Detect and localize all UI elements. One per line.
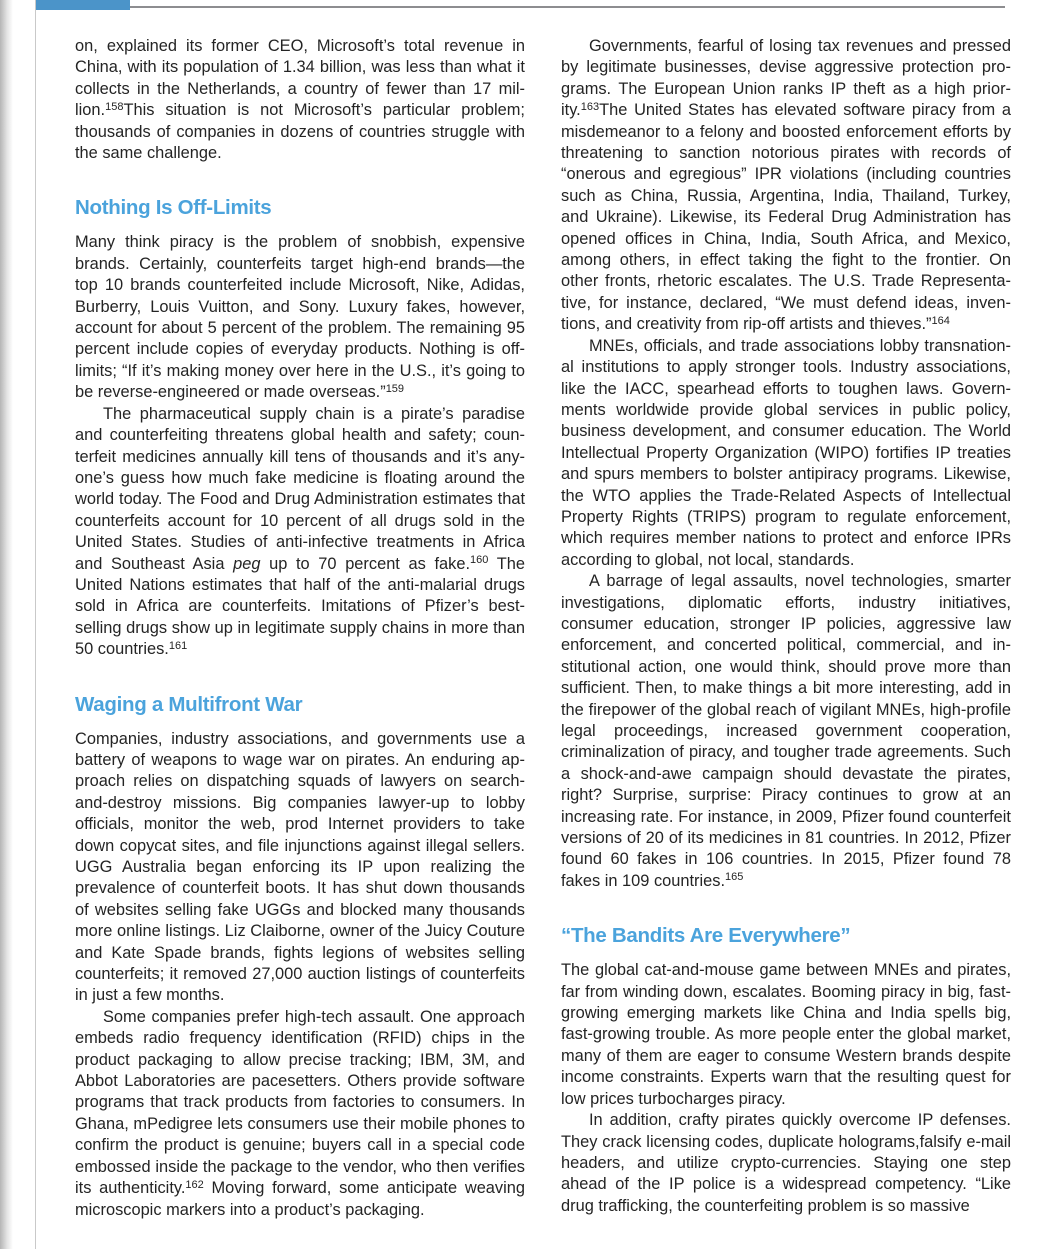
section-heading: Nothing Is Off-Limits: [75, 196, 272, 220]
text-run: up to 70 percent as fake.: [260, 554, 471, 573]
footnote-ref: 165: [725, 871, 744, 884]
text-run: The United States has elevated software piracy from a misdemeanor to a felony and boosted enforcement efforts by threatening to sanction notorious pirates with records of “onerous and egregious” IPR violations (including countries such as China, Russia, Argentina, India, Thailand, Turkey, and Ukraine). Likewise, its Federal Drug Administration has opened offices in China, India, South Africa, and Mexico, among others, in effect taking the fight to the frontier. On other fronts, rhetoric escalates. The U.S. Trade Representative, for instance, declared, “We must defend ideas, inventions, and creativity from rip-off artists and thieves.”: [561, 101, 1011, 334]
footnote-ref: 161: [168, 639, 188, 652]
page-top-tab: [36, 0, 130, 10]
text-run: A barrage of legal assaults, novel technologies, smarter investigations, diplomatic efforts, industry initiatives, consumer education, stronger IP policies, aggressive law enforcement, and concerted political, commercial, and institutional action, one would think, should prove more than sufficient. Then, to make things a bit more interesting, add in the firepower of the global reach of vigilant MNEs, high-profile legal proceedings, increased government cooperation, criminalization of piracy, and tougher trade agreements. Such a shock-and-awe campaign should devastate the pirates, right? Surprise, surprise: Piracy continues to grow at an increasing rate. For instance, in 2009, Pfizer found counterfeit versions of 20 of its medicines in 81 countries. In 2012, Pfizer found 60 fakes in 106 countries. In 2015, Pfizer found 78 fakes in 109 countries.: [561, 572, 1011, 890]
footnote-ref: 164: [931, 314, 950, 327]
paragraph: [75, 404, 525, 661]
paragraph: [561, 571, 1011, 892]
text-run: Many think piracy is the problem of snobbish, expensive brands. Certainly, counterfeits target high-end brands—the top 10 brands counterfeited include Microsoft, Nike, Adidas, Burberry, Louis Vuitton, and Sony. Luxury fakes, however, account for about 5 percent of the problem. The remaining 95 percent include copies of everyday products. Nothing is off-limits; “If it’s making money over here in the U.S., it’s going to be reverse-engineered or made overseas.”: [75, 233, 525, 402]
left-column: [75, 36, 525, 1221]
text-run: The global cat-and-mouse game between MNEs and pirates, far from winding down, escalates. Booming piracy in big, fast-growing emerging markets like China and India spells big, fast-growing trouble. As more people enter the global market, many of them are eager to consume Western brands despite income constraints. Experts warn that the resulting quest for low prices turbocharges piracy.: [561, 961, 1011, 1108]
italic-text: peg: [233, 554, 261, 573]
page-margin-line: [35, 0, 36, 1249]
footnote-ref: 162: [185, 1178, 204, 1191]
page-edge-shadow: [0, 0, 13, 1249]
text-run: This situation is not Microsoft’s particular problem; thousands of companies in dozens of countries struggle with the same challenge.: [75, 101, 525, 163]
paragraph: [561, 336, 1011, 571]
section-heading: “The Bandits Are Everywhere”: [561, 924, 851, 948]
text-run: The pharmaceutical supply chain is a pirate’s paradise and counterfeiting threatens global health and safety; counterfeit medicines annually kill tens of thousands and it’s anyone’s guess how much fake medicine is floating around the world today. The Food and Drug Administration estimates that counterfeits account for 10 percent of all drugs sold in the United States. Studies of anti-infective treatments in Africa and Southeast Asia: [75, 404, 525, 573]
footnote-ref: 163: [580, 100, 600, 113]
text-run: MNEs, officials, and trade associations lobby transnational institutions to apply stronger tools. Industry associations, like the IACC, spearhead efforts to toughen laws. Governments worldwide provide global services in public policy, business development, and consumer education. The World Intellectual Property Organization (WIPO) fortifies IP treaties and spurs members to bolster antipiracy programs. Likewise, the WTO applies the Trade-Related Aspects of Intellectual Property Rights (TRIPS) program to regulate enforcement, which requires member nations to protect and enforce IPRs according to global, not local, standards.: [561, 336, 1011, 569]
footnote-ref: 160: [470, 554, 489, 567]
paragraph: [561, 36, 1011, 336]
page-content: [75, 36, 1011, 1221]
paragraph: [561, 1110, 1011, 1217]
paragraph: [75, 36, 525, 164]
text-run: Some companies prefer high-tech assault. One approach embeds radio frequency identification (RFID) chips in the product packaging to allow precise tracking; IBM, 3M, and Abbot Laboratories are pacesetters. Others provide software programs that track products from factories to consumers. In Ghana, mPedigree lets consumers use their mobile phones to confirm the product is genuine; buyers call in a special code embossed inside the package to the vendor, who then verifies its authenticity.: [75, 1007, 525, 1198]
footnote-ref: 159: [385, 382, 405, 395]
right-column: [561, 36, 1011, 1221]
paragraph: [75, 729, 525, 1007]
text-run: In addition, crafty pirates quickly overcome IP defenses. They crack licensing codes, duplicate holograms,falsify e-mail headers, and utilize crypto-currencies. Staying one step ahead of the IP police is a widespread competency. “Like drug trafficking, the counterfeiting problem is so massive: [561, 1111, 1011, 1215]
text-run: Moving forward, some anticipate weaving microscopic markers into a product’s packaging.: [75, 1179, 525, 1219]
text-run: on, explained its former CEO, Microsoft’s total revenue in China, with its population of 1.34 billion, was less than what it collects in the Netherlands, a country of fewer than 17 million.: [75, 37, 525, 120]
footnote-ref: 158: [105, 100, 124, 113]
text-run: The United Nations estimates that half of the anti-malarial drugs sold in Africa are counterfeits. Imitations of Pfizer’s best-selling drugs show up in legitimate supply chains in more than 50 countries.: [75, 554, 525, 659]
text-run: Governments, fearful of losing tax revenues and pressed by legitimate businesses, devise aggressive protection programs. The European Union ranks IP theft as a high priority.: [561, 37, 1011, 120]
paragraph: [561, 960, 1011, 1110]
text-run: Companies, industry associations, and governments use a battery of weapons to wage war on pirates. An enduring approach relies on dispatching squads of lawyers on search-and-destroy missions. Big companies lawyer-up to lobby officials, monitor the web, prod Internet providers to take down copycat sites, and file injunctions against illegal sellers. UGG Australia began enforcing its IP upon realizing the prevalence of counterfeit boots. It has shut down thousands of websites selling fake UGGs and blocked many thousands more online listings. Liz Claiborne, owner of the Juicy Couture and Kate Spade brands, fights legions of websites selling counterfeits; it removed 27,000 auction listings of counterfeits in just a few months.: [75, 729, 525, 1005]
section-heading: Waging a Multifront War: [75, 692, 303, 716]
paragraph: [75, 1007, 525, 1221]
paragraph: [75, 232, 525, 403]
header-rule: [130, 6, 1005, 8]
